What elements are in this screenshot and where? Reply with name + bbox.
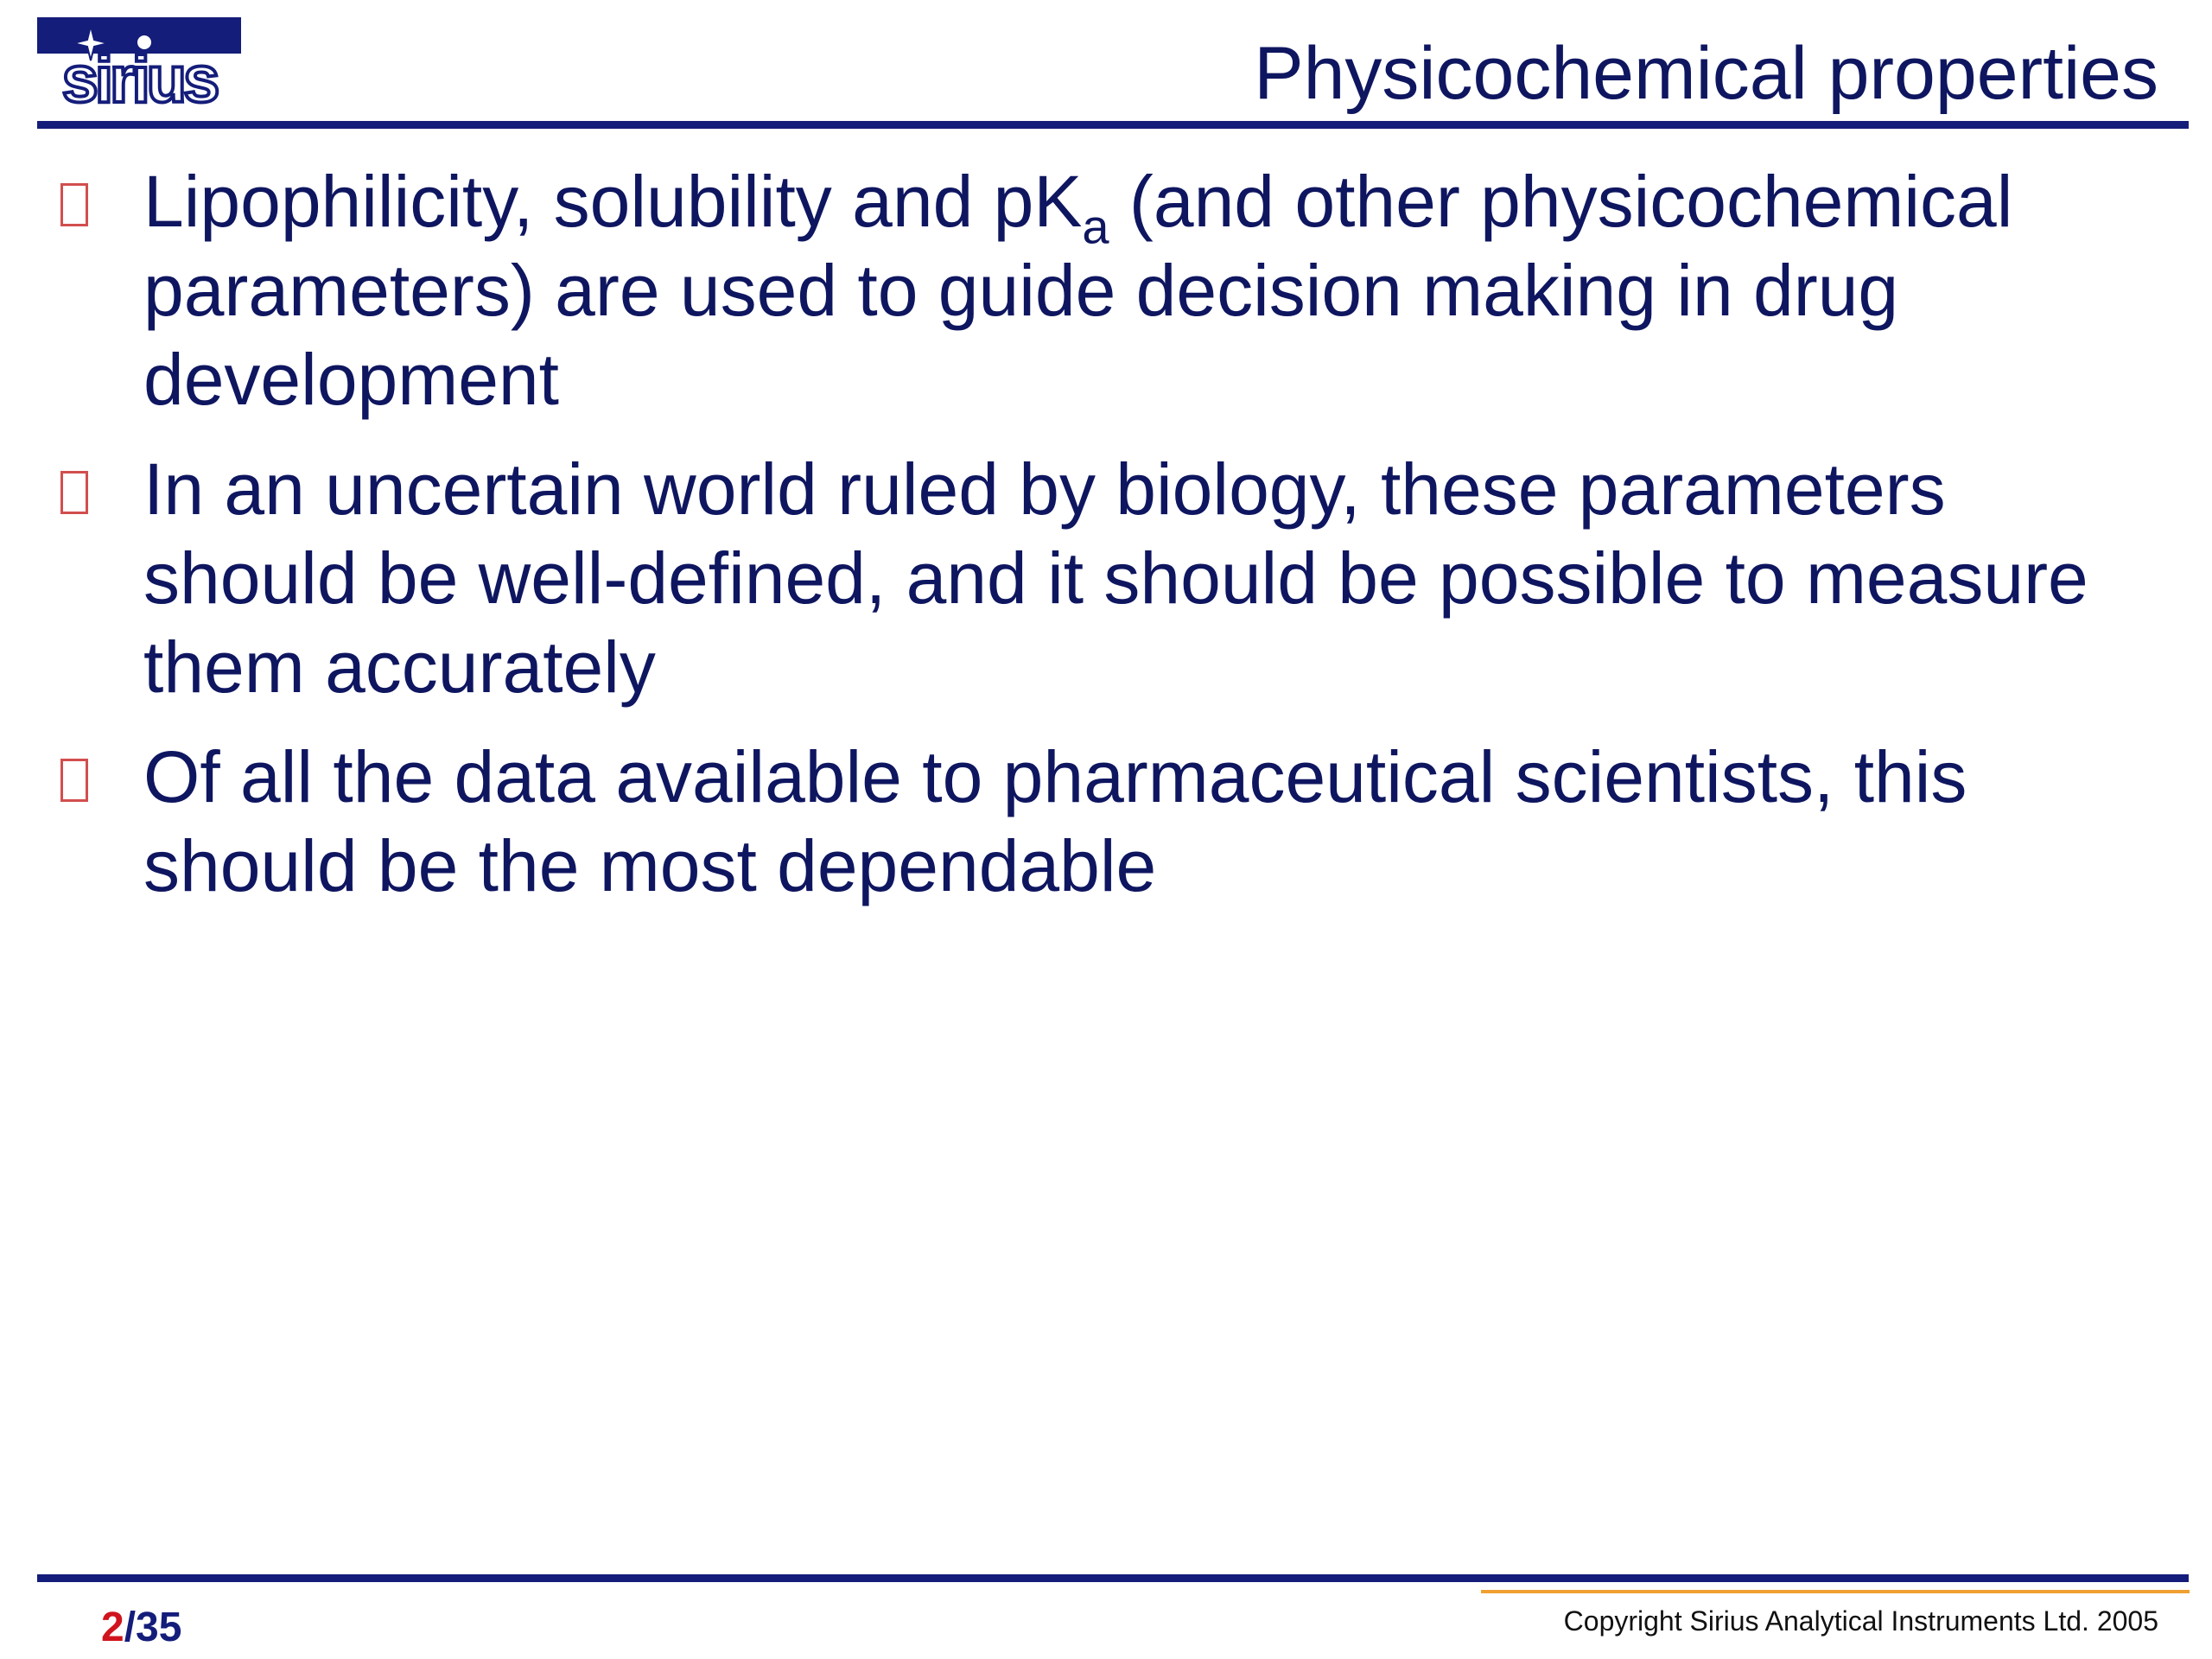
- bullet-item: [52, 733, 2160, 911]
- bullet-list: [52, 157, 2160, 931]
- bullet-item: [52, 445, 2160, 712]
- slide-title: Physicochemical properties: [1254, 32, 2158, 115]
- bullet-text: In an uncertain world ruled by biology, these parameters should be well-defined, and it should be possible to measure them accurately: [143, 448, 2088, 708]
- svg-text:sirius: sirius: [61, 43, 217, 107]
- sirius-logo: [37, 17, 241, 107]
- copyright-notice: Copyright Sirius Analytical Instruments Ltd. 2005: [1563, 1605, 2158, 1637]
- footer-accent-line: [1481, 1590, 2190, 1593]
- square-bullet-icon: [60, 471, 88, 514]
- square-bullet-icon: [60, 759, 88, 802]
- footer-rule: [37, 1574, 2189, 1582]
- header-rule: [37, 121, 2189, 129]
- bullet-text: Lipophilicity, solubility and $pK_a$ (and other physicochemical parameters) are used to guide decision making in drug development: [143, 161, 2013, 420]
- bullet-item: [52, 157, 2160, 424]
- square-bullet-icon: [60, 183, 88, 226]
- page-number: 2/35: [101, 1605, 182, 1650]
- bullet-text: Of all the data available to pharmaceutical scientists, this should be the most dependable: [143, 736, 1967, 906]
